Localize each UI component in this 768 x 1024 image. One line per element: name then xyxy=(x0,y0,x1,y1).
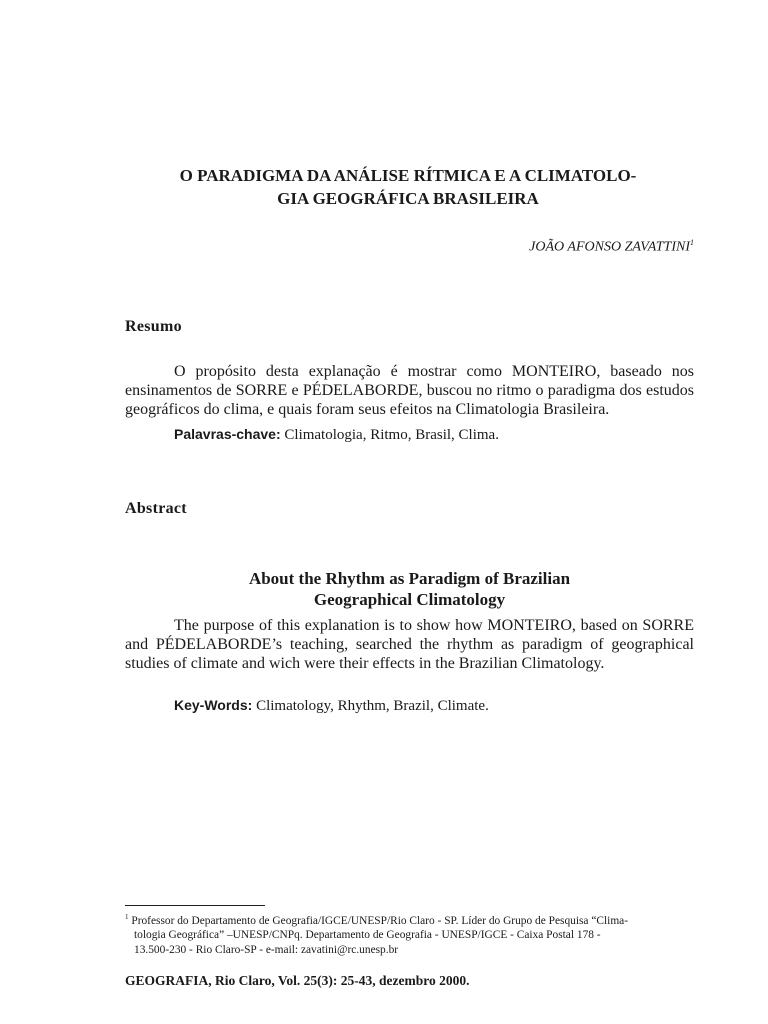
resumo-heading: Resumo xyxy=(125,318,182,335)
footnote-mark: 1 xyxy=(125,913,129,921)
abstract-title-line-1: About the Rhythm as Paradigm of Brazilian xyxy=(248,569,571,588)
resumo-body xyxy=(125,362,694,419)
article-title-line-1: O PARADIGMA DA ANÁLISE RÍTMICA E A CLIMATOLO- xyxy=(179,166,637,185)
abstract-title xyxy=(125,568,694,610)
abstract-body-text: The purpose of this explanation is to show how MONTEIRO, based on SORRE and PÉDELABORDE’s teaching, searched the rhythm as paradigm of geographical studies of climate and wich were their effects in the Brazilian Climatology. xyxy=(125,617,694,672)
author-name-text: JOÃO AFONSO ZAVATTINI xyxy=(529,239,690,255)
abstract-heading: Abstract xyxy=(125,500,187,517)
resumo-keywords xyxy=(174,426,499,444)
resumo-body-text: O propósito desta explanação é mostrar como MONTEIRO, baseado nos ensinamentos de SORRE e PÉDELABORDE, buscou no ritmo o paradigma dos estudos geográficos do clima, e quais foram seus efeitos na Climatologia Brasileira. xyxy=(125,363,694,418)
abstract-keywords-label: Key-Words: xyxy=(174,697,253,713)
author-footnote-mark: 1 xyxy=(690,238,694,247)
footnote-line-3: 13.500-230 - Rio Claro-SP - e-mail: zavatini@rc.unesp.br xyxy=(134,943,399,956)
footnote-divider xyxy=(125,905,265,906)
journal-reference: GEOGRAFIA, Rio Claro, Vol. 25(3): 25-43, dezembro 2000. xyxy=(125,973,470,988)
abstract-keywords-list: Climatology, Rhythm, Brazil, Climate. xyxy=(256,698,489,714)
footnote-line-2: tologia Geográfica” –UNESP/CNPq. Departamento de Geografia - UNESP/IGCE - Caixa Postal 178 - xyxy=(134,929,601,942)
footnote-line-1 xyxy=(125,915,628,927)
resumo-keywords-list: Climatologia, Ritmo, Brasil, Clima. xyxy=(284,427,499,443)
article-title xyxy=(120,164,696,210)
author-name xyxy=(529,238,694,256)
footnote xyxy=(125,910,696,957)
abstract-title-line-2: Geographical Climatology xyxy=(313,590,506,609)
footnote-line-1-text: Professor do Departamento de Geografia/IGCE/UNESP/Rio Claro - SP. Líder do Grupo de Pesquisa “Clima- xyxy=(131,914,629,927)
abstract-keywords xyxy=(174,697,489,715)
resumo-keywords-label: Palavras-chave: xyxy=(174,426,281,442)
article-title-line-2: GIA GEOGRÁFICA BRASILEIRA xyxy=(277,189,539,208)
abstract-body xyxy=(125,616,694,673)
